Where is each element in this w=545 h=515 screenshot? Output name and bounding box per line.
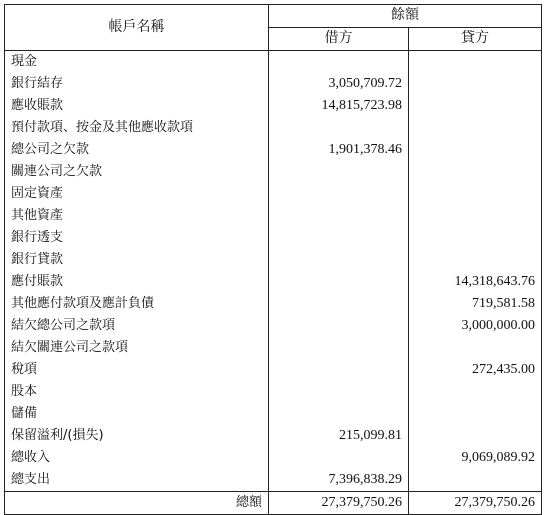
- table-row: [5, 139, 542, 161]
- account-name-cell: 其他應付款項及應計負債: [5, 293, 269, 315]
- credit-cell: [409, 403, 542, 425]
- credit-cell: 272,435.00: [409, 359, 542, 381]
- table-row: [5, 425, 542, 447]
- table-row: [5, 51, 542, 74]
- balance-header: 餘額: [269, 5, 542, 28]
- table-row: [5, 315, 542, 337]
- credit-cell: [409, 117, 542, 139]
- table-row: [5, 249, 542, 271]
- credit-cell: [409, 425, 542, 447]
- account-name-cell: 股本: [5, 381, 269, 403]
- account-name-header: 帳戶名稱: [5, 5, 269, 51]
- table-row: [5, 73, 542, 95]
- credit-cell: [409, 469, 542, 492]
- account-name-cell: 結欠關連公司之款項: [5, 337, 269, 359]
- account-name-cell: 總收入: [5, 447, 269, 469]
- debit-cell: [269, 117, 409, 139]
- account-name-cell: 儲備: [5, 403, 269, 425]
- account-name-cell: 固定資產: [5, 183, 269, 205]
- credit-cell: [409, 205, 542, 227]
- credit-cell: 14,318,643.76: [409, 271, 542, 293]
- debit-cell: [269, 381, 409, 403]
- account-name-cell: 銀行結存: [5, 73, 269, 95]
- table-row: [5, 95, 542, 117]
- account-name-cell: 總支出: [5, 469, 269, 492]
- table-row: [5, 381, 542, 403]
- table-row: [5, 403, 542, 425]
- table-row: [5, 271, 542, 293]
- account-name-cell: 應付賬款: [5, 271, 269, 293]
- totals-credit: 27,379,750.26: [409, 492, 542, 515]
- debit-cell: 7,396,838.29: [269, 469, 409, 492]
- debit-cell: [269, 183, 409, 205]
- debit-cell: [269, 315, 409, 337]
- totals-label: 總額: [5, 492, 269, 515]
- credit-cell: [409, 381, 542, 403]
- table-row: [5, 227, 542, 249]
- table-body: [5, 51, 542, 492]
- debit-cell: 14,815,723.98: [269, 95, 409, 117]
- account-name-cell: 銀行透支: [5, 227, 269, 249]
- table-row: [5, 117, 542, 139]
- credit-cell: [409, 73, 542, 95]
- debit-cell: 1,901,378.46: [269, 139, 409, 161]
- account-name-cell: 保留溢利/(損失): [5, 425, 269, 447]
- account-name-cell: 應收賬款: [5, 95, 269, 117]
- credit-cell: [409, 51, 542, 74]
- debit-cell: [269, 205, 409, 227]
- account-name-cell: 現金: [5, 51, 269, 74]
- credit-cell: [409, 249, 542, 271]
- credit-cell: 9,069,089.92: [409, 447, 542, 469]
- credit-header: 貸方: [409, 28, 542, 51]
- debit-cell: [269, 359, 409, 381]
- table-row: [5, 205, 542, 227]
- credit-cell: [409, 95, 542, 117]
- account-name-cell: 結欠總公司之款項: [5, 315, 269, 337]
- account-name-cell: 稅項: [5, 359, 269, 381]
- credit-cell: [409, 183, 542, 205]
- credit-cell: 3,000,000.00: [409, 315, 542, 337]
- debit-cell: [269, 447, 409, 469]
- table-header: [5, 5, 542, 51]
- table-row: [5, 447, 542, 469]
- debit-cell: [269, 271, 409, 293]
- debit-cell: [269, 337, 409, 359]
- account-name-cell: 預付款項、按金及其他應收款項: [5, 117, 269, 139]
- debit-cell: [269, 227, 409, 249]
- debit-cell: 215,099.81: [269, 425, 409, 447]
- credit-cell: 719,581.58: [409, 293, 542, 315]
- header-row-top: [5, 5, 542, 28]
- table-row: [5, 469, 542, 492]
- totals-row: [5, 492, 542, 515]
- table-row: [5, 293, 542, 315]
- totals-debit: 27,379,750.26: [269, 492, 409, 515]
- table-footer: [5, 492, 542, 515]
- debit-cell: [269, 51, 409, 74]
- account-name-cell: 總公司之欠款: [5, 139, 269, 161]
- debit-cell: [269, 249, 409, 271]
- credit-cell: [409, 227, 542, 249]
- account-name-cell: 銀行貸款: [5, 249, 269, 271]
- trial-balance-table: [4, 4, 542, 515]
- credit-cell: [409, 337, 542, 359]
- debit-cell: [269, 161, 409, 183]
- credit-cell: [409, 161, 542, 183]
- table-row: [5, 161, 542, 183]
- debit-cell: [269, 293, 409, 315]
- account-name-cell: 關連公司之欠款: [5, 161, 269, 183]
- table-row: [5, 359, 542, 381]
- table-row: [5, 337, 542, 359]
- account-name-cell: 其他資產: [5, 205, 269, 227]
- debit-cell: 3,050,709.72: [269, 73, 409, 95]
- credit-cell: [409, 139, 542, 161]
- table-row: [5, 183, 542, 205]
- debit-header: 借方: [269, 28, 409, 51]
- debit-cell: [269, 403, 409, 425]
